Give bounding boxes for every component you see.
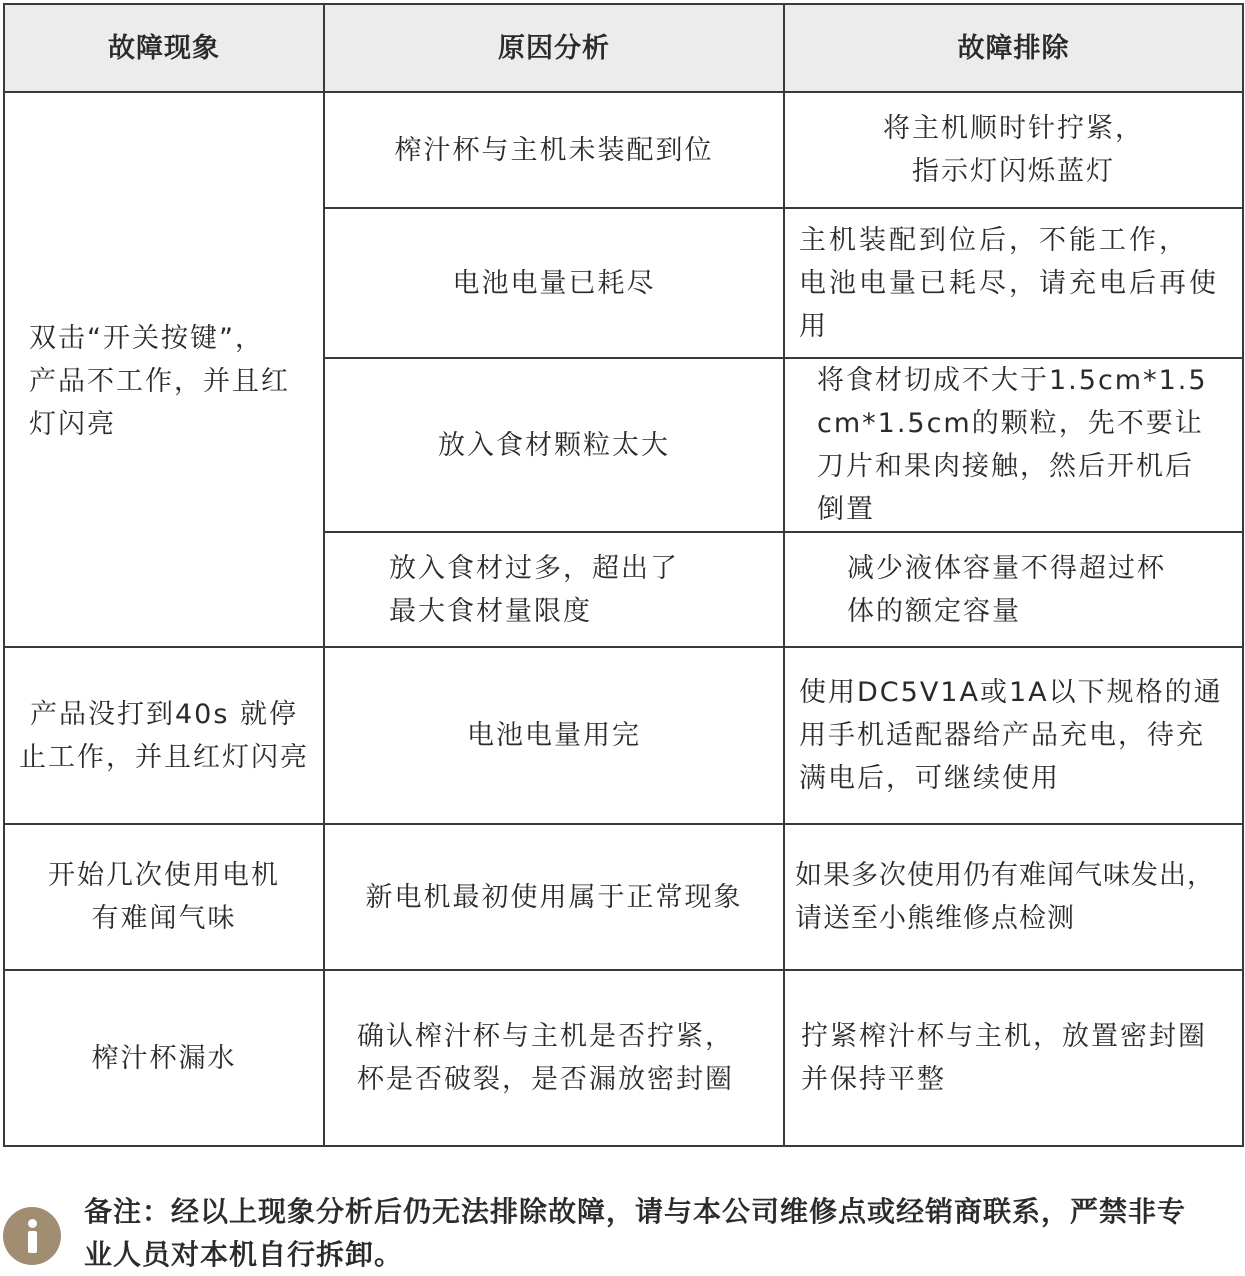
fix-line: 电池电量已耗尽，请充电后再使 (799, 267, 1219, 299)
note-line: 备注：经以上现象分析后仍无法排除故障，请与本公司维修点或经销商联系，严禁非专 (84, 1195, 1187, 1228)
cause-cell (324, 208, 784, 358)
fix-line: 请送至小熊维修点检测 (795, 903, 1075, 934)
fix-line: 将主机顺时针拧紧， (883, 113, 1144, 144)
cause-cell (324, 92, 784, 208)
troubleshooting-table (3, 3, 1244, 1147)
symptom-cell (4, 647, 324, 824)
fix-line: 减少液体容量不得超过杯 (847, 552, 1166, 584)
cause-line: 确认榨汁杯与主机是否拧紧， (357, 1021, 734, 1052)
header-symptom: 故障现象 (4, 4, 324, 92)
note-text (84, 1190, 1242, 1276)
fix-line: 用手机适配器给产品充电，待充 (799, 720, 1205, 751)
cause-line: 最大食材量限度 (389, 595, 592, 627)
cause-line: 放入食材颗粒太大 (438, 429, 670, 461)
symptom-line: 产品不工作，并且红 (29, 366, 290, 397)
fix-cell (784, 208, 1243, 358)
note-line: 业人员对本机自行拆卸。 (84, 1238, 404, 1271)
fix-cell (784, 358, 1243, 532)
table-row (4, 92, 1243, 208)
fix-line: 如果多次使用仍有难闻气味发出， (795, 860, 1215, 891)
symptom-cell (4, 824, 324, 970)
cause-cell (324, 824, 784, 970)
fix-cell (784, 92, 1243, 208)
fix-line: cm*1.5cm的颗粒，先不要让 (817, 408, 1204, 439)
fix-cell (784, 970, 1243, 1146)
fix-line: 主机装配到位后，不能工作， (799, 224, 1189, 256)
info-icon (3, 1207, 61, 1265)
symptom-cell (4, 92, 324, 647)
table-row (4, 824, 1243, 970)
symptom-line: 榨汁杯漏水 (91, 1042, 237, 1074)
cause-line: 电池电量用完 (467, 720, 641, 751)
table-row (4, 970, 1243, 1146)
table-row (4, 647, 1243, 824)
cause-line: 榨汁杯与主机未装配到位 (394, 134, 714, 166)
cause-cell (324, 647, 784, 824)
cause-line: 电池电量已耗尽 (452, 267, 656, 299)
symptom-line: 开始几次使用电机 (48, 860, 280, 891)
header-fix: 故障排除 (784, 4, 1243, 92)
fix-cell (784, 532, 1243, 647)
cause-cell (324, 532, 784, 647)
table-header-row (4, 4, 1243, 92)
symptom-line: 灯闪亮 (29, 409, 116, 440)
fix-line: 并保持平整 (801, 1064, 946, 1095)
cause-line: 放入食材过多，超出了 (389, 552, 679, 584)
cause-cell (324, 970, 784, 1146)
note-section (0, 1190, 1245, 1274)
symptom-line: 产品没打到40s 就停 (29, 698, 298, 730)
cause-cell (324, 358, 784, 532)
symptom-line: 止工作，并且红灯闪亮 (19, 741, 309, 773)
cause-line: 新电机最初使用属于正常现象 (365, 881, 743, 913)
cause-line: 杯是否破裂，是否漏放密封圈 (357, 1064, 734, 1095)
fix-line: 刀片和果肉接触，然后开机后 (817, 451, 1194, 482)
fix-cell (784, 824, 1243, 970)
fix-cell (784, 647, 1243, 824)
fix-line: 将食材切成不大于1.5cm*1.5 (817, 365, 1208, 396)
fix-line: 满电后，可继续使用 (799, 763, 1060, 794)
symptom-line: 有难闻气味 (91, 903, 237, 934)
fix-line: 使用DC5V1A或1A以下规格的通 (799, 677, 1223, 708)
fix-line: 体的额定容量 (847, 595, 1021, 627)
symptom-line: 双击“开关按键”， (29, 323, 264, 354)
fix-line: 指示灯闪烁蓝灯 (912, 156, 1115, 187)
fix-line: 用 (799, 310, 829, 342)
symptom-cell (4, 970, 324, 1146)
header-cause: 原因分析 (324, 4, 784, 92)
fix-line: 拧紧榨汁杯与主机，放置密封圈 (801, 1021, 1207, 1052)
fix-line: 倒置 (817, 494, 875, 525)
